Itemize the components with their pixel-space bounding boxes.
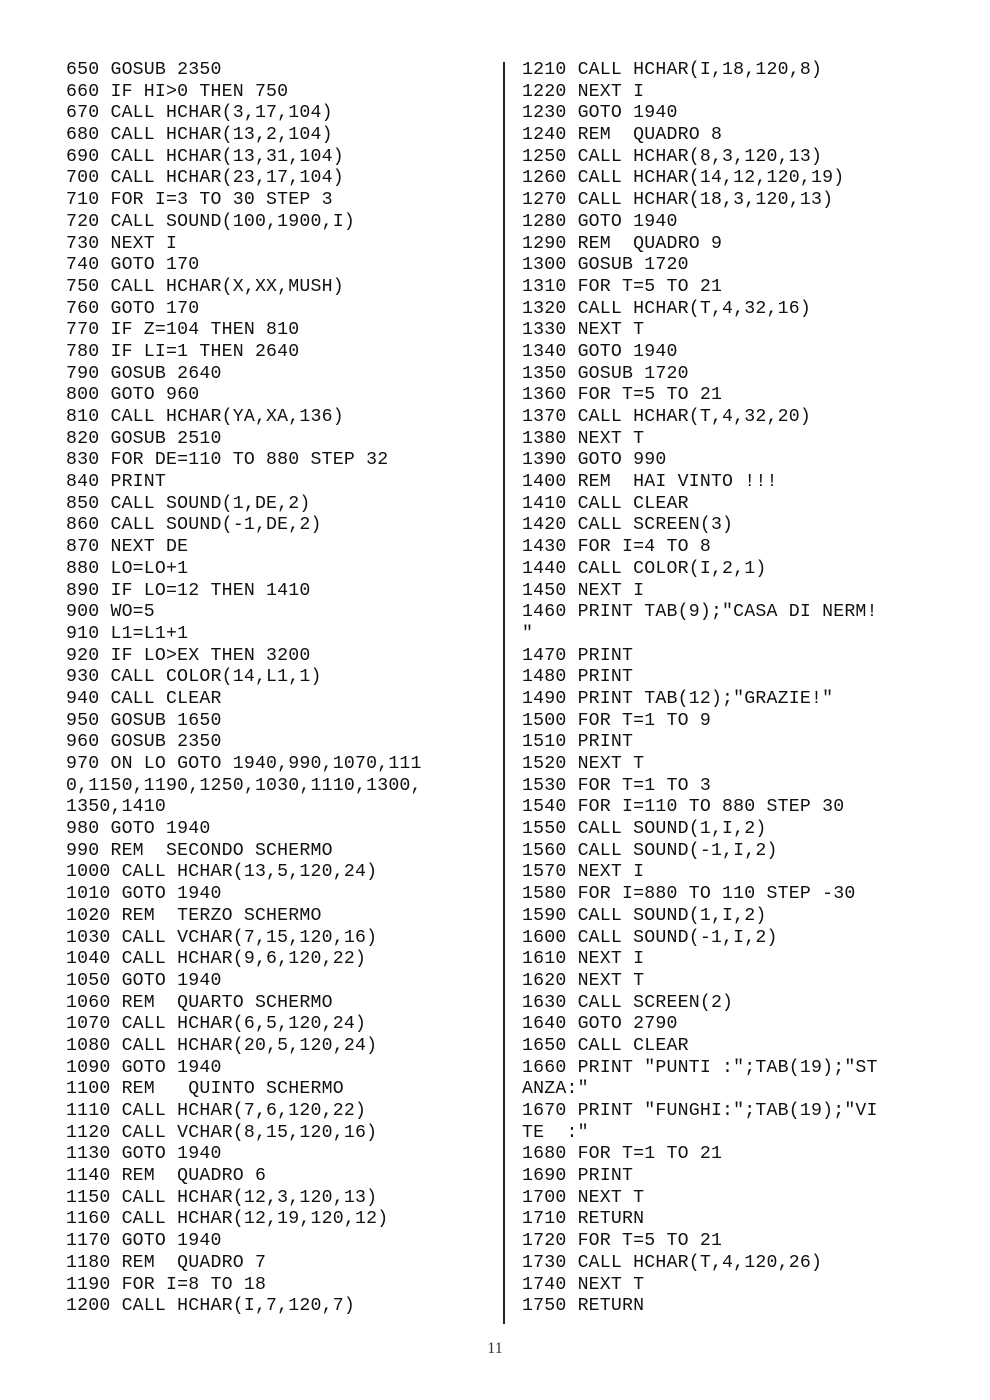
- code-line: 900 WO=5: [66, 602, 155, 623]
- code-line: 1290 REM QUADRO 9: [522, 233, 723, 254]
- code-line: 1670 PRINT "FUNGHI:";TAB(19);"VI: [522, 1101, 878, 1121]
- code-line: 840 PRINT: [66, 472, 167, 493]
- code-line: 1640 GOTO 2790: [522, 1014, 678, 1035]
- code-line: 1320 CALL HCHAR(T,4,32,16): [522, 298, 811, 319]
- code-line: 1580 FOR I=880 TO 110 STEP -30: [522, 884, 856, 905]
- code-line: 1440 CALL COLOR(I,2,1): [522, 558, 767, 579]
- code-line: 1150 CALL HCHAR(12,3,120,13): [66, 1187, 378, 1208]
- code-line: 1680 FOR T=1 TO 21: [522, 1144, 723, 1165]
- code-line: 1140 REM QUADRO 6: [66, 1166, 267, 1187]
- code-line: 1090 GOTO 1940: [66, 1057, 222, 1078]
- code-line: 660 IF HI>0 THEN 750: [66, 81, 289, 102]
- code-line: 730 NEXT I: [66, 233, 178, 254]
- code-line: 1600 CALL SOUND(-1,I,2): [522, 927, 778, 948]
- code-line: 1480 PRINT: [522, 667, 634, 688]
- code-line: 980 GOTO 1940: [66, 819, 211, 840]
- code-line: 950 GOSUB 1650: [66, 710, 222, 731]
- code-line: 1540 FOR I=110 TO 880 STEP 30: [522, 797, 845, 818]
- code-line: 1160 CALL HCHAR(12,19,120,12): [66, 1209, 389, 1230]
- code-line: 1500 FOR T=1 TO 9: [522, 710, 711, 731]
- code-line: 1730 CALL HCHAR(T,4,120,26): [522, 1252, 823, 1273]
- code-line: 810 CALL HCHAR(YA,XA,136): [66, 407, 344, 427]
- code-line: 960 GOSUB 2350: [66, 732, 222, 753]
- code-line: 1700 NEXT T: [522, 1187, 645, 1208]
- code-line: 940 CALL CLEAR: [66, 688, 222, 709]
- page-number: 11: [487, 1340, 503, 1357]
- code-line: 990 REM SECONDO SCHERMO: [66, 840, 333, 861]
- code-line: 970 ON LO GOTO 1940,990,1070,111: [66, 754, 422, 774]
- code-line: 1310 FOR T=5 TO 21: [522, 276, 723, 297]
- code-line: 680 CALL HCHAR(13,2,104): [66, 125, 333, 146]
- code-line: 1060 REM QUARTO SCHERMO: [66, 992, 333, 1013]
- code-line: 1720 FOR T=5 TO 21: [522, 1231, 723, 1252]
- code-column-left: [66, 60, 496, 1318]
- code-line: 1280 GOTO 1940: [522, 211, 678, 232]
- code-line: 740 GOTO 170: [66, 255, 200, 276]
- code-line: 860 CALL SOUND(-1,DE,2): [66, 515, 322, 536]
- code-line: 1330 NEXT T: [522, 320, 645, 341]
- code-line: 1230 GOTO 1940: [522, 103, 678, 124]
- code-line: 750 CALL HCHAR(X,XX,MUSH): [66, 276, 344, 297]
- code-line: 1560 CALL SOUND(-1,I,2): [522, 840, 778, 861]
- code-line: 1030 CALL VCHAR(7,15,120,16): [66, 927, 378, 948]
- code-line: 1490 PRINT TAB(12);"GRAZIE!": [522, 688, 834, 709]
- code-line: 1470 PRINT: [522, 645, 634, 666]
- code-line: 800 GOTO 960: [66, 385, 200, 406]
- code-line: 650 GOSUB 2350: [66, 60, 222, 80]
- code-line: 760 GOTO 170: [66, 298, 200, 319]
- code-line: 1300 GOSUB 1720: [522, 255, 689, 276]
- code-line: 1260 CALL HCHAR(14,12,120,19): [522, 168, 845, 189]
- code-line: 790 GOSUB 2640: [66, 363, 222, 384]
- code-line: 1120 CALL VCHAR(8,15,120,16): [66, 1122, 378, 1143]
- code-line: 1460 PRINT TAB(9);"CASA DI NERM!: [522, 602, 878, 623]
- column-divider: [503, 62, 505, 1324]
- code-line: ": [522, 623, 534, 644]
- code-line: 1100 REM QUINTO SCHERMO: [66, 1079, 344, 1100]
- code-line: 1070 CALL HCHAR(6,5,120,24): [66, 1014, 367, 1035]
- code-line: 1410 CALL CLEAR: [522, 493, 689, 514]
- code-line: 1180 REM QUADRO 7: [66, 1252, 267, 1273]
- code-line: 700 CALL HCHAR(23,17,104): [66, 168, 344, 189]
- code-line: 1530 FOR T=1 TO 3: [522, 775, 711, 796]
- code-line: 830 FOR DE=110 TO 880 STEP 32: [66, 450, 389, 471]
- code-column-right: [522, 60, 962, 1318]
- code-line: 1080 CALL HCHAR(20,5,120,24): [66, 1035, 378, 1056]
- code-line: 1130 GOTO 1940: [66, 1144, 222, 1165]
- code-line: 710 FOR I=3 TO 30 STEP 3: [66, 190, 333, 211]
- code-line: 1430 FOR I=4 TO 8: [522, 537, 711, 558]
- code-line: 1520 NEXT T: [522, 754, 645, 774]
- code-line: 1420 CALL SCREEN(3): [522, 515, 734, 536]
- code-line: 770 IF Z=104 THEN 810: [66, 320, 300, 341]
- code-line: 1740 NEXT T: [522, 1274, 645, 1295]
- code-line: 910 L1=L1+1: [66, 623, 189, 644]
- code-line: 1370 CALL HCHAR(T,4,32,20): [522, 407, 811, 427]
- code-line: 1510 PRINT: [522, 732, 634, 753]
- code-line: 1020 REM TERZO SCHERMO: [66, 905, 322, 926]
- code-line: 1400 REM HAI VINTO !!!: [522, 472, 778, 493]
- code-line: 1610 NEXT I: [522, 949, 645, 970]
- code-line: 870 NEXT DE: [66, 537, 189, 558]
- code-line: 1750 RETURN: [522, 1296, 645, 1317]
- code-line: 1190 FOR I=8 TO 18: [66, 1274, 267, 1295]
- code-line: 1350,1410: [66, 797, 167, 818]
- code-line: 1690 PRINT: [522, 1166, 634, 1187]
- code-line: 1390 GOTO 990: [522, 450, 667, 471]
- code-line: 0,1150,1190,1250,1030,1110,1300,: [66, 775, 422, 796]
- code-line: 1590 CALL SOUND(1,I,2): [522, 905, 767, 926]
- code-line: 1050 GOTO 1940: [66, 970, 222, 991]
- code-line: 1010 GOTO 1940: [66, 884, 222, 905]
- code-line: 1360 FOR T=5 TO 21: [522, 385, 723, 406]
- code-line: ANZA:": [522, 1079, 589, 1100]
- code-line: 1660 PRINT "PUNTI :";TAB(19);"ST: [522, 1057, 878, 1078]
- code-line: 920 IF LO>EX THEN 3200: [66, 645, 311, 666]
- code-line: 780 IF LI=1 THEN 2640: [66, 341, 300, 362]
- code-line: 1570 NEXT I: [522, 862, 645, 883]
- code-line: 1350 GOSUB 1720: [522, 363, 689, 384]
- code-line: 1210 CALL HCHAR(I,18,120,8): [522, 60, 823, 80]
- code-line: 720 CALL SOUND(100,1900,I): [66, 211, 355, 232]
- code-line: 690 CALL HCHAR(13,31,104): [66, 146, 344, 167]
- code-line: 820 GOSUB 2510: [66, 428, 222, 449]
- code-line: 1250 CALL HCHAR(8,3,120,13): [522, 146, 823, 167]
- code-line: 850 CALL SOUND(1,DE,2): [66, 493, 311, 514]
- code-line: 1620 NEXT T: [522, 970, 645, 991]
- code-line: 1450 NEXT I: [522, 580, 645, 601]
- code-line: 1550 CALL SOUND(1,I,2): [522, 819, 767, 840]
- code-line: 880 LO=LO+1: [66, 558, 189, 579]
- code-line: 1650 CALL CLEAR: [522, 1035, 689, 1056]
- code-line: 890 IF LO=12 THEN 1410: [66, 580, 311, 601]
- code-line: 1630 CALL SCREEN(2): [522, 992, 734, 1013]
- code-line: TE :": [522, 1122, 589, 1143]
- code-line: 1240 REM QUADRO 8: [522, 125, 723, 146]
- code-line: 1170 GOTO 1940: [66, 1231, 222, 1252]
- code-line: 1270 CALL HCHAR(18,3,120,13): [522, 190, 834, 211]
- code-line: 1110 CALL HCHAR(7,6,120,22): [66, 1101, 367, 1121]
- code-line: 1200 CALL HCHAR(I,7,120,7): [66, 1296, 355, 1317]
- code-line: 930 CALL COLOR(14,L1,1): [66, 667, 322, 688]
- code-line: 1220 NEXT I: [522, 81, 645, 102]
- code-line: 1040 CALL HCHAR(9,6,120,22): [66, 949, 367, 970]
- code-line: 670 CALL HCHAR(3,17,104): [66, 103, 333, 124]
- code-line: 1380 NEXT T: [522, 428, 645, 449]
- code-line: 1340 GOTO 1940: [522, 341, 678, 362]
- code-line: 1000 CALL HCHAR(13,5,120,24): [66, 862, 378, 883]
- code-line: 1710 RETURN: [522, 1209, 645, 1230]
